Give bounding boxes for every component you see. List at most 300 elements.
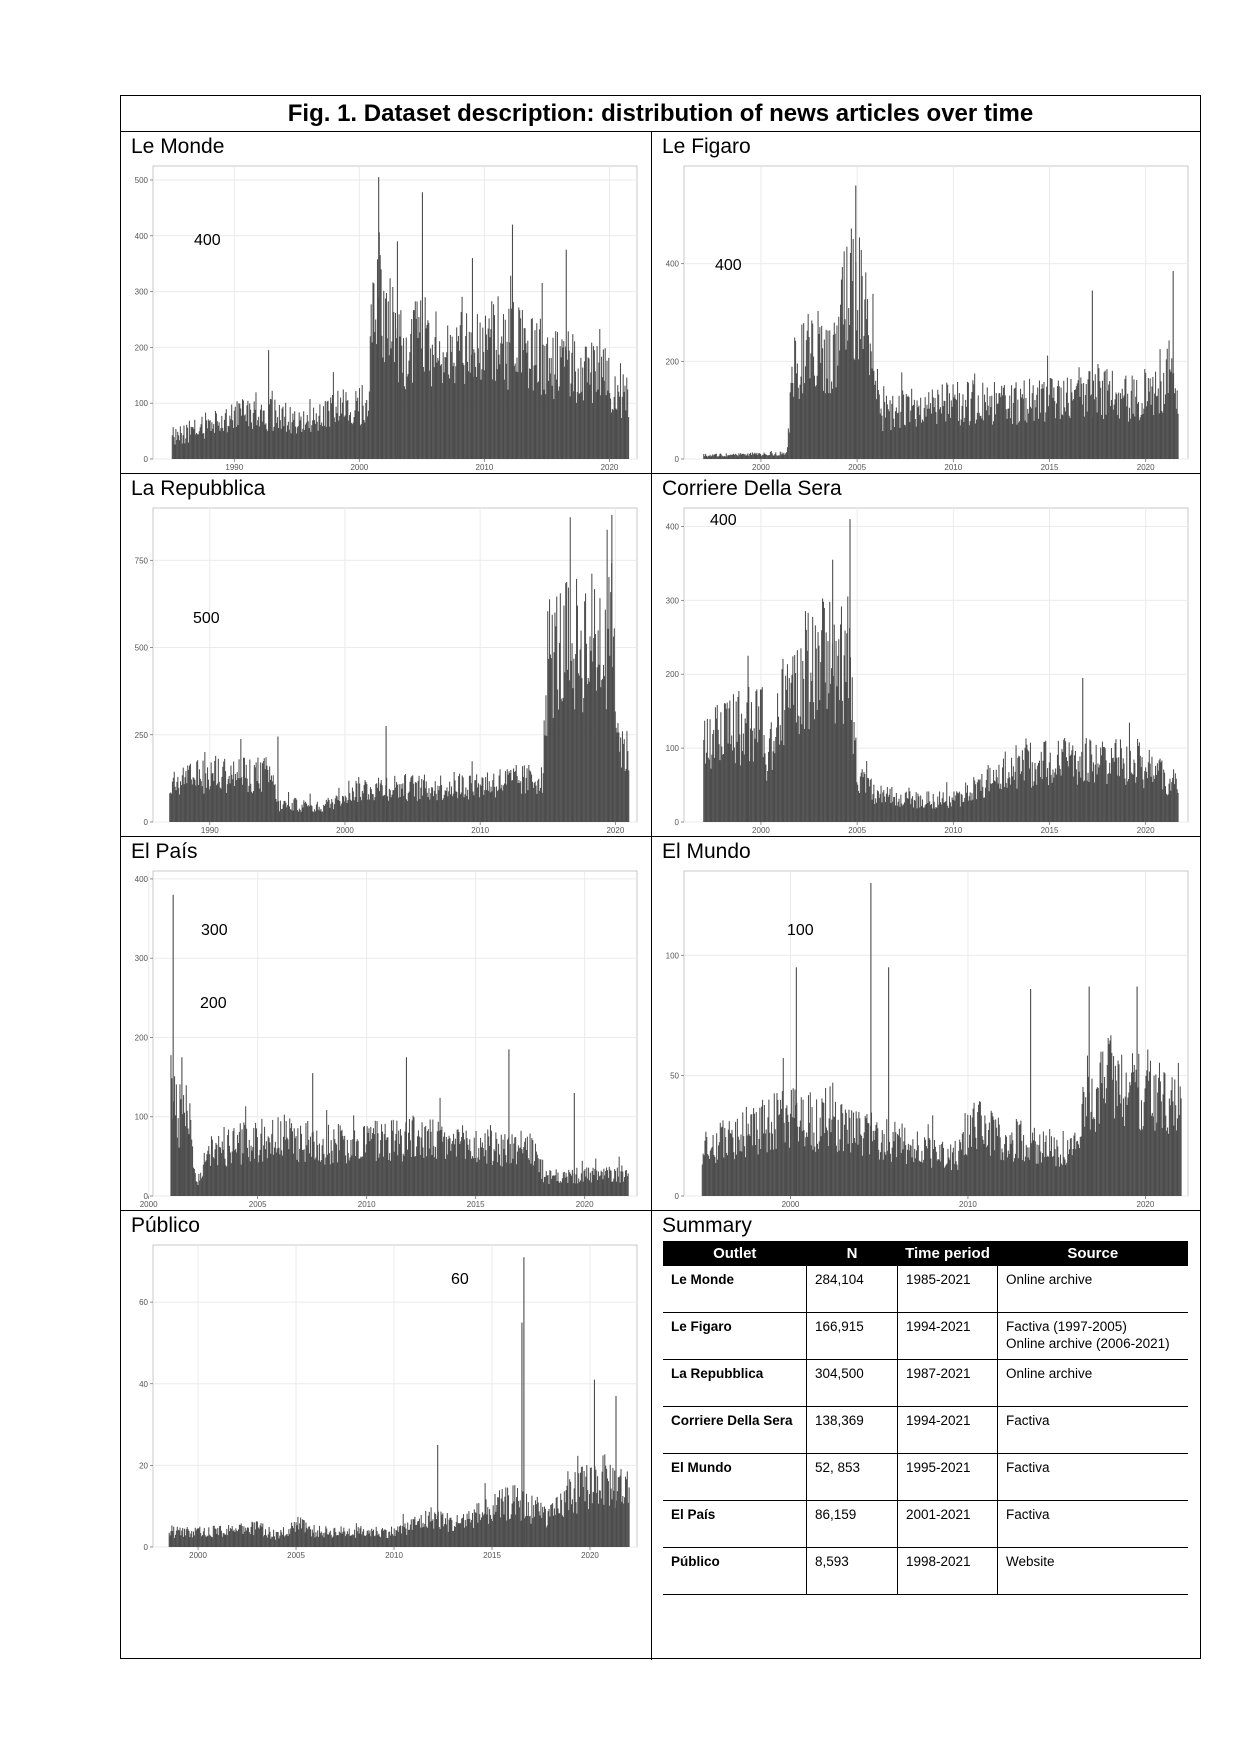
bar: [961, 1150, 962, 1196]
bar: [539, 1511, 540, 1547]
bar: [896, 407, 897, 459]
bar: [355, 797, 356, 822]
bar: [816, 649, 817, 822]
bar: [838, 639, 839, 822]
bar: [345, 1536, 346, 1547]
bar: [599, 329, 600, 459]
bar: [215, 1528, 216, 1547]
bar: [1068, 403, 1069, 459]
bar: [617, 733, 618, 822]
bar: [491, 787, 492, 822]
bar: [1033, 786, 1034, 822]
bar: [484, 1514, 485, 1547]
bar: [765, 454, 766, 459]
bar: [339, 416, 340, 459]
bar: [258, 1528, 259, 1547]
bar: [370, 787, 371, 822]
bar: [171, 794, 172, 822]
bar: [616, 728, 617, 822]
bar: [725, 704, 726, 822]
bar: [341, 413, 342, 459]
bar: [334, 417, 335, 459]
bar: [820, 1118, 821, 1196]
bar: [790, 1114, 791, 1196]
bar: [911, 389, 912, 459]
bar: [266, 766, 267, 822]
bar: [435, 781, 436, 822]
bar: [1035, 1141, 1036, 1196]
peak-bar: [508, 1049, 509, 1196]
bar: [1084, 780, 1085, 822]
bar: [374, 1134, 375, 1196]
bar: [1047, 1156, 1048, 1196]
bar: [737, 455, 738, 459]
bar: [202, 434, 203, 459]
bar: [194, 1169, 195, 1196]
bar: [1103, 419, 1104, 459]
bar: [407, 377, 408, 459]
bar: [570, 517, 571, 822]
bar: [851, 228, 852, 459]
bar: [299, 1149, 300, 1196]
bar: [170, 1531, 171, 1547]
bar: [201, 781, 202, 822]
bar: [585, 1477, 586, 1547]
bar: [494, 787, 495, 822]
bar: [1153, 1117, 1154, 1196]
bar: [207, 767, 208, 822]
bar: [953, 800, 954, 822]
bar: [599, 1490, 600, 1547]
bar: [449, 379, 450, 459]
bar: [626, 731, 627, 822]
bar: [704, 1141, 705, 1196]
bar: [169, 793, 170, 822]
bar: [1137, 739, 1138, 822]
bar: [923, 1160, 924, 1196]
bar: [1029, 379, 1030, 459]
bar: [477, 1523, 478, 1547]
bar: [725, 1137, 726, 1196]
bar: [264, 758, 265, 822]
bar: [1044, 1157, 1045, 1196]
bar: [401, 1533, 402, 1547]
bar: [1091, 1079, 1092, 1196]
bar: [175, 787, 176, 822]
bar: [980, 416, 981, 459]
bar: [850, 253, 851, 459]
bar: [893, 1141, 894, 1196]
bar: [813, 702, 814, 822]
bar: [279, 405, 280, 459]
bar: [827, 331, 828, 459]
bar: [1074, 1133, 1075, 1196]
bar: [392, 795, 393, 822]
bar: [388, 801, 389, 822]
bar: [921, 423, 922, 459]
bar: [1081, 384, 1082, 459]
bar: [453, 794, 454, 822]
bar: [533, 788, 534, 822]
bar: [373, 283, 374, 459]
bar: [269, 1138, 270, 1196]
bar: [335, 422, 336, 459]
bar: [1012, 424, 1013, 459]
bar: [329, 800, 330, 822]
bar: [1030, 743, 1031, 822]
bar: [629, 1487, 630, 1547]
bar: [318, 416, 319, 459]
bar: [303, 800, 304, 822]
bar: [1122, 1117, 1123, 1196]
bar: [187, 1527, 188, 1547]
bar: [540, 1503, 541, 1547]
bar: [627, 751, 628, 822]
bar: [300, 810, 301, 822]
x-tick-label: 2000: [752, 463, 770, 472]
bar: [208, 1146, 209, 1196]
bar: [927, 1148, 928, 1196]
bar: [766, 781, 767, 822]
bar: [551, 1179, 552, 1196]
bar: [948, 1157, 949, 1196]
bar: [573, 659, 574, 822]
bar: [611, 1499, 612, 1547]
bar: [715, 1163, 716, 1196]
bar: [474, 1138, 475, 1196]
bar: [1034, 763, 1035, 822]
bar: [1045, 741, 1046, 822]
bar: [1088, 782, 1089, 822]
bar: [546, 1527, 547, 1547]
bar: [293, 420, 294, 459]
bar: [400, 1525, 401, 1547]
bar: [200, 779, 201, 822]
bar: [307, 415, 308, 459]
bar: [1150, 764, 1151, 822]
bar: [400, 310, 401, 459]
bar: [1007, 1157, 1008, 1196]
bar: [315, 1532, 316, 1547]
bar: [176, 1084, 177, 1196]
bar: [426, 781, 427, 822]
bar: [223, 762, 224, 822]
bar: [709, 759, 710, 822]
bar: [1007, 409, 1008, 459]
bar: [275, 799, 276, 822]
bar: [824, 608, 825, 822]
peak-bar: [378, 177, 379, 459]
bar: [516, 765, 517, 822]
bar: [413, 1117, 414, 1196]
bar: [955, 1141, 956, 1196]
bar: [310, 1137, 311, 1196]
bar: [1127, 781, 1128, 822]
bar: [462, 1518, 463, 1547]
bar: [785, 453, 786, 459]
bar: [254, 401, 255, 459]
bar: [1100, 1052, 1101, 1196]
bar: [1113, 410, 1114, 459]
bar: [407, 1150, 408, 1197]
y-tick-label: 400: [134, 231, 148, 241]
bar: [946, 383, 947, 459]
bar: [1152, 782, 1153, 822]
bar: [296, 1522, 297, 1547]
bar: [238, 778, 239, 822]
bar: [285, 803, 286, 822]
bar: [1162, 1128, 1163, 1196]
bar: [581, 1173, 582, 1196]
bar: [903, 804, 904, 822]
bar: [188, 1134, 189, 1196]
bar: [973, 384, 974, 459]
bar: [253, 413, 254, 459]
bar: [553, 399, 554, 459]
bar: [1101, 415, 1102, 459]
bar: [252, 1522, 253, 1547]
bar: [283, 1137, 284, 1196]
bar: [965, 1113, 966, 1196]
panel-le-monde: [121, 132, 651, 473]
bar: [260, 410, 261, 459]
bar: [515, 1137, 516, 1196]
summary-title: Summary: [662, 1214, 752, 1237]
bar: [611, 1489, 612, 1547]
bar: [595, 371, 596, 459]
bar: [201, 424, 202, 459]
bar: [1094, 1119, 1095, 1196]
bar: [1037, 388, 1038, 460]
bar: [603, 1169, 604, 1196]
bar: [568, 588, 569, 822]
bar: [878, 1150, 879, 1196]
bar: [1094, 782, 1095, 822]
bar: [409, 1530, 410, 1547]
peak-bar: [1082, 678, 1083, 822]
bar: [368, 1128, 369, 1196]
cell-time-period: 1998-2021: [898, 1548, 998, 1595]
bar: [1178, 1063, 1179, 1196]
bar: [459, 1523, 460, 1547]
bar: [1167, 795, 1168, 822]
bar: [372, 1133, 373, 1196]
bar: [606, 709, 607, 822]
bar: [810, 353, 811, 459]
bar: [413, 1519, 414, 1547]
bar: [473, 1158, 474, 1196]
bar: [521, 1149, 522, 1196]
bar: [831, 1120, 832, 1196]
bar: [1099, 381, 1100, 459]
bar: [995, 1119, 996, 1196]
bar: [1138, 746, 1139, 822]
bar: [473, 795, 474, 822]
bar: [785, 1142, 786, 1196]
bar: [265, 1529, 266, 1547]
bar: [829, 330, 830, 459]
bar: [890, 1154, 891, 1196]
bar: [984, 1115, 985, 1196]
bar: [174, 772, 175, 822]
bar: [554, 374, 555, 459]
bar: [525, 1138, 526, 1196]
bar: [1082, 404, 1083, 459]
bar: [228, 426, 229, 459]
bar: [1083, 383, 1084, 459]
table-row: [663, 1407, 1188, 1454]
bar: [252, 429, 253, 459]
bar: [934, 407, 935, 459]
bar: [515, 1515, 516, 1547]
bar: [178, 1118, 179, 1196]
bar: [1028, 751, 1029, 822]
bar: [974, 780, 975, 822]
bar: [904, 425, 905, 459]
bar: [277, 1532, 278, 1547]
bar: [899, 807, 900, 822]
bar: [497, 1497, 498, 1547]
bar: [625, 1477, 626, 1547]
bar: [529, 1160, 530, 1196]
bar: [623, 374, 624, 459]
bar: [841, 1104, 842, 1196]
bar: [978, 1105, 979, 1196]
bar: [1113, 758, 1114, 822]
bar: [772, 453, 773, 459]
bar: [905, 425, 906, 459]
bar: [893, 1132, 894, 1196]
bar: [495, 1512, 496, 1547]
bar: [187, 765, 188, 822]
bar: [516, 1497, 517, 1547]
bar: [798, 716, 799, 822]
bar: [436, 363, 437, 459]
bar: [356, 781, 357, 822]
x-tick-label: 2005: [848, 826, 867, 835]
bar: [1028, 1157, 1029, 1196]
bar: [206, 1160, 207, 1196]
bar: [512, 1159, 513, 1196]
bar: [610, 592, 611, 822]
bar: [204, 752, 205, 822]
bar: [797, 650, 798, 822]
bar: [828, 1146, 829, 1196]
bar: [172, 435, 173, 459]
bar: [906, 1164, 907, 1196]
bar: [305, 1523, 306, 1547]
bar: [626, 378, 627, 459]
bar: [718, 457, 719, 459]
bar: [1049, 1129, 1050, 1196]
bar: [1176, 779, 1177, 822]
bar: [323, 1139, 324, 1196]
bar: [860, 339, 861, 459]
bar: [188, 1531, 189, 1547]
bar: [484, 790, 485, 822]
bar: [740, 1151, 741, 1196]
bar: [1000, 1137, 1001, 1196]
bar: [588, 678, 589, 822]
bar: [312, 1530, 313, 1547]
y-tick-label: 200: [665, 670, 679, 680]
bar: [1057, 1147, 1058, 1196]
bar: [922, 799, 923, 822]
bar: [766, 455, 767, 459]
bar: [1155, 1074, 1156, 1196]
bar: [1163, 770, 1164, 822]
bar: [302, 1519, 303, 1547]
bar: [1042, 1153, 1043, 1196]
bar: [843, 724, 844, 822]
bar: [224, 1159, 225, 1196]
y-tick-label: 200: [134, 343, 148, 353]
bar: [785, 676, 786, 822]
bar: [461, 792, 462, 822]
bar: [975, 424, 976, 459]
bar: [357, 802, 358, 822]
bar: [620, 1476, 621, 1547]
bar: [1058, 1157, 1059, 1196]
bar: [445, 790, 446, 822]
bar: [734, 1159, 735, 1196]
bar: [189, 1537, 190, 1547]
bar: [194, 420, 195, 459]
bar: [593, 638, 594, 822]
bar: [887, 404, 888, 459]
bar: [1124, 395, 1125, 459]
bar: [313, 1533, 314, 1547]
bar: [482, 1512, 483, 1547]
bar: [1109, 763, 1110, 822]
bar: [1067, 761, 1068, 822]
bar: [1134, 763, 1135, 822]
bar: [1165, 394, 1166, 459]
bar: [1001, 1149, 1002, 1196]
bar: [304, 803, 305, 822]
bar: [952, 407, 953, 459]
bar: [460, 794, 461, 822]
bar: [580, 650, 581, 822]
bar: [592, 662, 593, 822]
bar: [386, 1140, 387, 1196]
bar: [1109, 1044, 1110, 1196]
bar: [929, 409, 930, 459]
bar: [626, 1479, 627, 1547]
bar: [216, 413, 217, 459]
bar: [345, 1155, 346, 1196]
bar: [480, 784, 481, 822]
bar: [605, 610, 606, 822]
bar: [784, 710, 785, 822]
bar: [1056, 1140, 1057, 1196]
bar: [525, 343, 526, 459]
chart-el-mundo: [652, 867, 1202, 1210]
bar: [376, 783, 377, 822]
bar: [773, 456, 774, 459]
bar: [340, 398, 341, 459]
bar: [430, 793, 431, 822]
bar: [1027, 409, 1028, 459]
bar: [245, 1528, 246, 1547]
bar: [289, 1534, 290, 1547]
bar: [530, 1524, 531, 1547]
bar: [1045, 1142, 1046, 1196]
bar: [577, 1183, 578, 1196]
bar: [1161, 1101, 1162, 1196]
bar: [331, 799, 332, 822]
x-tick-label: 2010: [385, 1551, 403, 1560]
